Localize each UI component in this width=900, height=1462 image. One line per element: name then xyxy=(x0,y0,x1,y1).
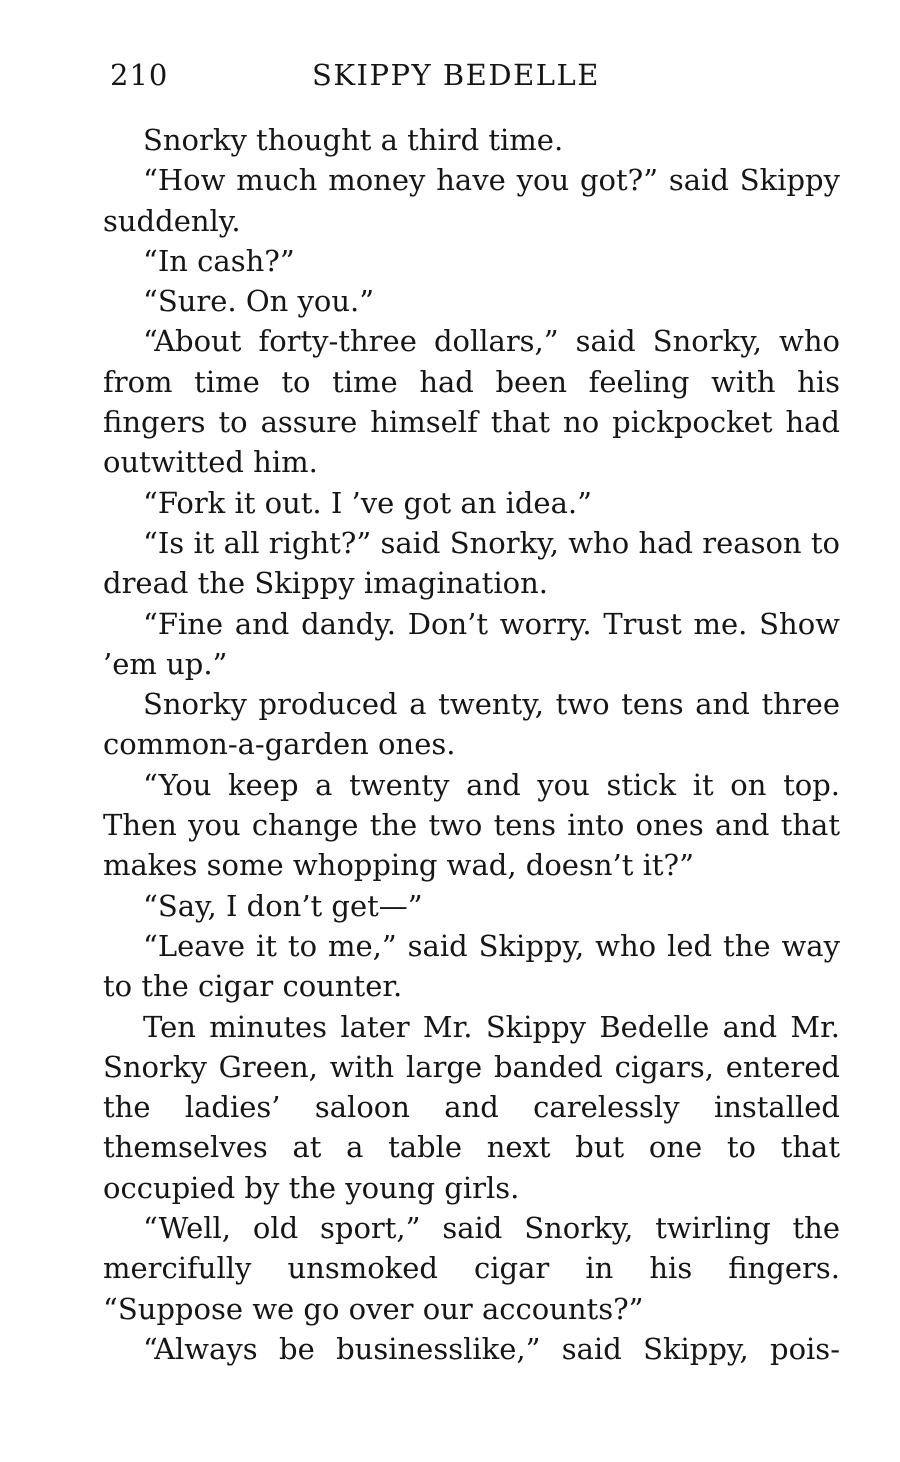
paragraph: Snorky produced a twenty, two tens and three common-a-garden ones. xyxy=(103,687,840,762)
paragraph: Snorky thought a third time. xyxy=(143,123,564,157)
paragraph: “In cash?” xyxy=(143,243,295,278)
paragraph: “Say, I don’t get—” xyxy=(143,888,423,923)
page-header xyxy=(110,58,850,98)
paragraph: “Well, old sport,” said Snorky, twirling the mercifully unsmoked cigar in his fingers. “Suppose we go over our accounts?” xyxy=(103,1211,840,1326)
body-text xyxy=(103,120,840,1369)
page-number: 210 xyxy=(110,58,169,92)
paragraph: “You keep a twenty and you stick it on top. Then you change the two tens into ones and that makes some whopping wad, doesn’t it?” xyxy=(103,767,840,883)
paragraph: “Is it all right?” said Snorky, who had reason to dread the Skippy imagination. xyxy=(103,525,840,601)
running-head: SKIPPY BEDELLE xyxy=(312,58,600,92)
paragraph: “Leave it to me,” said Skippy, who led the way to the cigar counter. xyxy=(103,928,840,1004)
paragraph: Ten minutes later Mr. Skippy Bedelle and Mr. Snorky Green, with large banded cigars, entered the ladies’ saloon and carelessly installed themselves at a table next but one to that occupied by the young girls. xyxy=(103,1009,840,1205)
paragraph: “Fine and dandy. Don’t worry. Trust me. Show ’em up.” xyxy=(103,606,840,681)
paragraph: “Sure. On you.” xyxy=(143,284,375,319)
paragraph: “Fork it out. I ’ve got an idea.” xyxy=(143,485,592,520)
paragraph: “Always be businesslike,” said Skippy, pois- xyxy=(143,1331,840,1366)
paragraph: “About forty-three dollars,” said Snorky, who from time to time had been feeling with his fingers to assure himself that no pickpocket had outwitted him. xyxy=(103,324,840,480)
paragraph: “How much money have you got?” said Skippy suddenly. xyxy=(103,163,840,238)
